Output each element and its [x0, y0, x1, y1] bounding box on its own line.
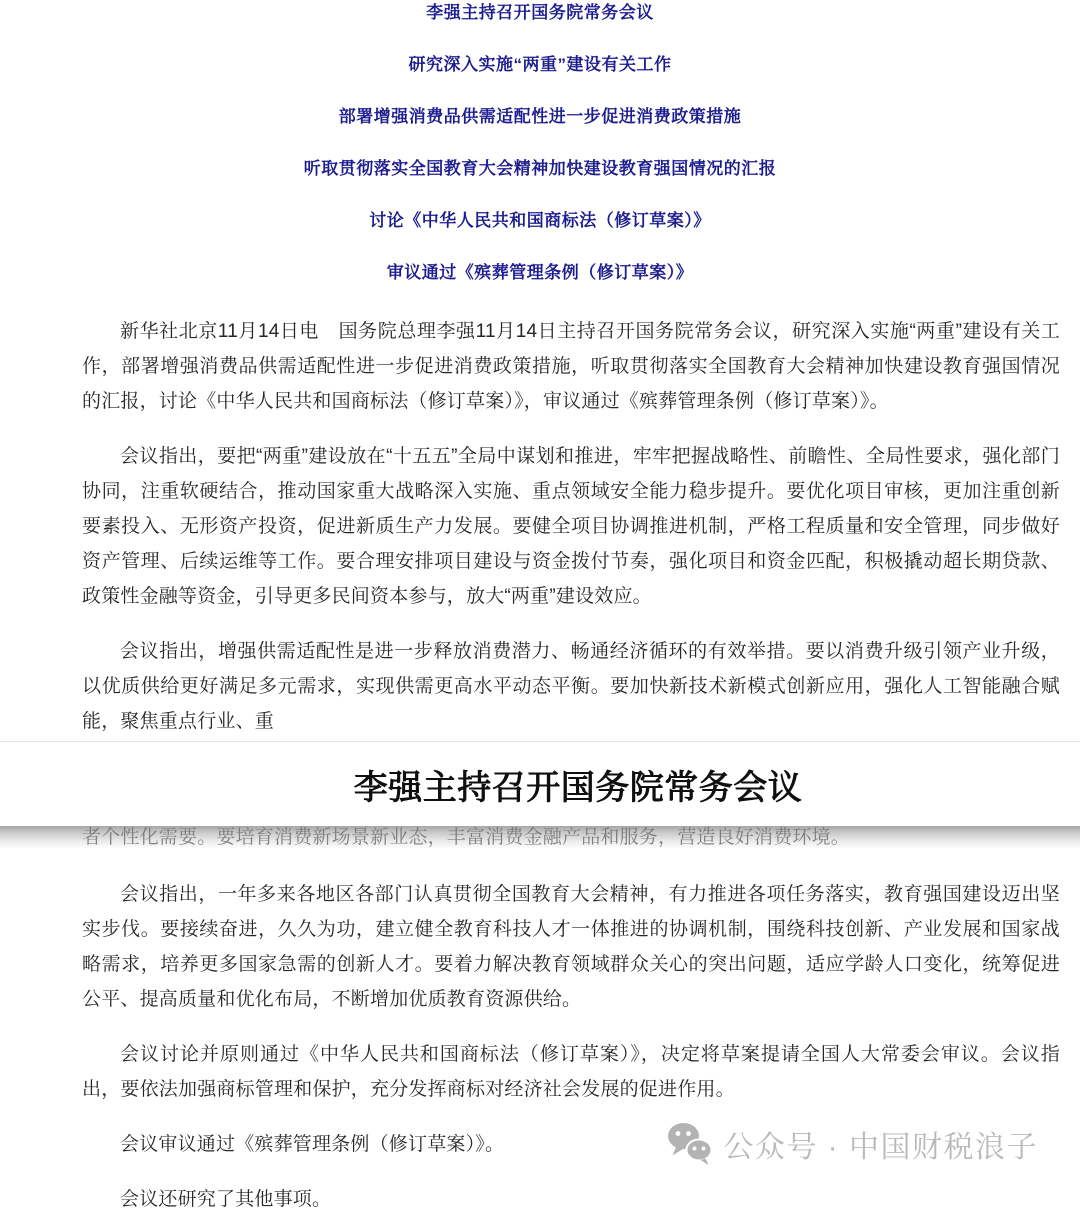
banner-page-title: 李强主持召开国务院常务会议: [353, 768, 803, 807]
paragraph-education: 会议指出，一年多来各地区各部门认真贯彻全国教育大会精神，有力推进各项任务落实，教育强国建设迈出坚实步伐。要接续奋进，久久为功，建立健全教育科技人才一体推进的协调机制，围绕科技创新、产业发展和国家战略需求，培养更多国家急需的创新人才。要着力解决教育领域群众关心的突出问题，适应学龄人口变化，统筹促进公平、提高质量和优化布局，不断增加优质教育资源供给。: [82, 884, 1060, 1010]
wechat-account-watermark: [667, 1122, 1038, 1166]
paragraph-lead: 新华社北京11月14日电 国务院总理李强11月14日主持召开国务院常务会议，研究深入实施“两重”建设有关工作，部署增强消费品供需适配性进一步促进消费政策措施，听取贯彻落实全国教育大会精神加快建设教育强国情况的汇报，讨论《中华人民共和国商标法（修订草案）》，审议通过《殡葬管理条例（修订草案）》。: [82, 321, 1060, 412]
paragraph-other-matters: 会议还研究了其他事项。: [120, 1189, 332, 1210]
headline-4: 听取贯彻落实全国教育大会精神加快建设教育强国情况的汇报: [303, 159, 777, 178]
paragraph-trademark-law: 会议讨论并原则通过《中华人民共和国商标法（修订草案）》，决定将草案提请全国人大常委会审议。会议指出，要依法加强商标管理和保护，充分发挥商标对经济社会发展的促进作用。: [82, 1044, 1060, 1100]
sticky-title-banner: [0, 741, 1080, 826]
paragraph-liangzhong: 会议指出，要把“两重”建设放在“十五五”全局中谋划和推进，牢牢把握战略性、前瞻性、全局性要求，强化部门协同，注重软硬结合，推动国家重大战略深入实施、重点领域安全能力稳步提升。要优化项目审核，更加注重创新要素投入、无形资产投资，促进新质生产力发展。要健全项目协调推进机制，严格工程质量和安全管理，同步做好资产管理、后续运维等工作。要合理安排项目建设与资金拨付节奏，强化项目和资金匹配，积极撬动超长期贷款、政策性金融等资金，引导更多民间资本参与，放大“两重”建设效应。: [82, 446, 1060, 607]
paragraph-funeral-regulation: 会议审议通过《殡葬管理条例（修订草案）》。: [120, 1134, 505, 1155]
headline-1: 李强主持召开国务院常务会议: [426, 3, 654, 22]
watermark-label: 公众号 · 中国财税浪子: [723, 1131, 1038, 1164]
headline-6: 审议通过《殡葬管理条例（修订草案）》: [386, 263, 694, 282]
headline-2: 研究深入实施“两重”建设有关工作: [408, 55, 672, 74]
headline-5: 讨论《中华人民共和国商标法（修订草案）》: [369, 211, 711, 230]
wechat-logo-icon: [667, 1122, 713, 1166]
paragraph-consumption: 会议指出，增强供需适配性是进一步释放消费潜力、畅通经济循环的有效举措。要以消费升级引领产业升级，以优质供给更好满足多元需求，实现供需更高水平动态平衡。要加快新技术新模式创新应用，强化人工智能融合赋能，聚焦重点行业、重: [82, 641, 1060, 732]
obscured-article-line: 者个性化需要。要培育消费新场景新业态，丰富消费金融产品和服务，营造良好消费环境。: [82, 827, 851, 848]
headline-3: 部署增强消费品供需适配性进一步促进消费政策措施: [338, 107, 742, 126]
article-body: [0, 314, 1080, 739]
banner-shadow-strip: [0, 826, 1080, 849]
headline-block: [0, 0, 1080, 284]
